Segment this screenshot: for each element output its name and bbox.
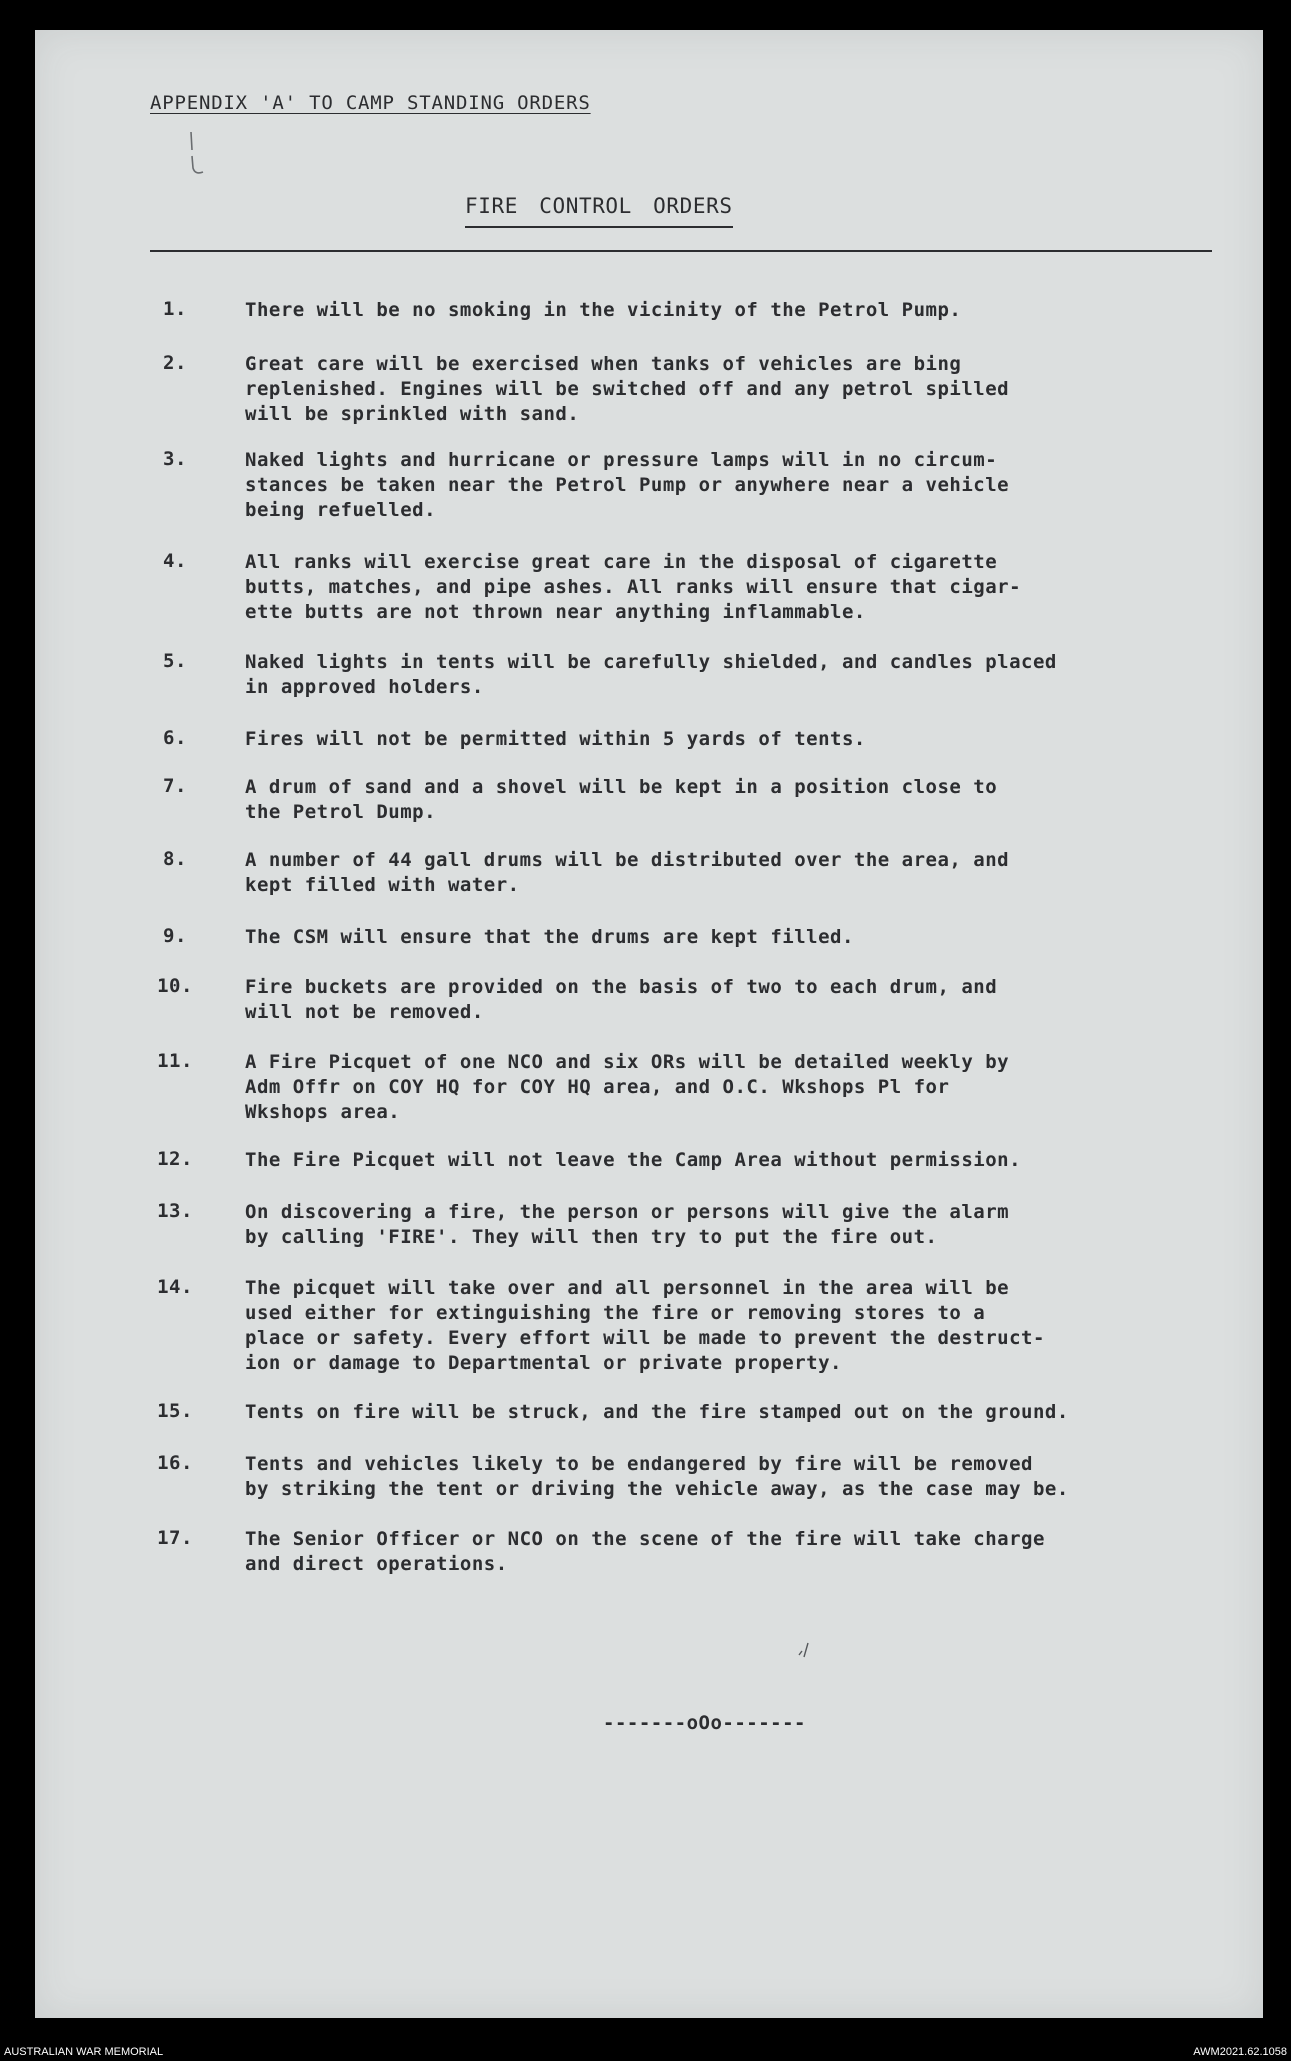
order-text: Naked lights and hurricane or pressure lamps will in no circum- stances be taken near the Petrol Pump or anywhere near a vehicle being refuelled. xyxy=(245,449,1010,521)
end-of-document-mark: -------oOo------- xyxy=(603,1712,806,1734)
order-text: Tents and vehicles likely to be endangered by fire will be removed by striking the tent or driving the vehicle away, as the case may be. xyxy=(245,1453,1069,1500)
order-text: Naked lights in tents will be carefully shielded, and candles placed in approved holders. xyxy=(245,651,1057,698)
order-text: Fires will not be permitted within 5 yards of tents. xyxy=(245,728,866,750)
order-number: 7. xyxy=(163,775,187,797)
order-number: 8. xyxy=(163,848,187,870)
order-text: A Fire Picquet of one NCO and six ORs will be detailed weekly by Adm Offr on COY HQ for COY HQ area, and O.C. Wkshops Pl for Wkshops area. xyxy=(245,1051,1010,1123)
footer-source: AUSTRALIAN WAR MEMORIAL xyxy=(4,2046,164,2058)
order-text: There will be no smoking in the vicinity of the Petrol Pump. xyxy=(245,299,962,321)
order-number: 16. xyxy=(157,1452,193,1474)
order-text: The picquet will take over and all personnel in the area will be used either for extinguishing the fire or removing stores to a place or safety. Every effort will be made to prevent the destruct- ion or damage to Departmental or private property. xyxy=(245,1277,1045,1374)
page-title: FIRE CONTROL ORDERS xyxy=(465,194,733,228)
pencil-mark-icon xyxy=(185,128,225,178)
order-number: 17. xyxy=(157,1527,193,1549)
order-number: 2. xyxy=(163,352,187,374)
order-number: 9. xyxy=(163,925,187,947)
order-number: 12. xyxy=(157,1148,193,1170)
header-divider xyxy=(150,250,1212,252)
order-number: 10. xyxy=(157,975,193,997)
document-page xyxy=(35,30,1263,2018)
ink-speck-icon xyxy=(790,1635,820,1665)
order-text: Great care will be exercised when tanks of vehicles are bing replenished. Engines will be switched off and any petrol spilled will be sprinkled with sand. xyxy=(245,353,1010,425)
order-text: The CSM will ensure that the drums are kept filled. xyxy=(245,926,854,948)
order-text: A number of 44 gall drums will be distributed over the area, and kept filled with water. xyxy=(245,849,1010,896)
order-number: 5. xyxy=(163,650,187,672)
order-number: 15. xyxy=(157,1400,193,1422)
order-number: 6. xyxy=(163,727,187,749)
order-text: The Fire Picquet will not leave the Camp Area without permission. xyxy=(245,1149,1022,1171)
order-text: The Senior Officer or NCO on the scene of the fire will take charge and direct operations. xyxy=(245,1528,1045,1575)
order-number: 3. xyxy=(163,448,187,470)
order-number: 13. xyxy=(157,1200,193,1222)
order-text: Tents on fire will be struck, and the fire stamped out on the ground. xyxy=(245,1401,1069,1423)
appendix-heading: APPENDIX 'A' TO CAMP STANDING ORDERS xyxy=(150,92,591,114)
order-text: A drum of sand and a shovel will be kept in a position close to the Petrol Dump. xyxy=(245,776,998,823)
order-number: 4. xyxy=(163,550,187,572)
order-text: All ranks will exercise great care in the disposal of cigarette butts, matches, and pipe ashes. All ranks will ensure that cigar- ette butts are not thrown near anything inflammable. xyxy=(245,551,1022,623)
footer-accession-number: AWM2021.62.1058 xyxy=(1193,2046,1287,2058)
order-number: 1. xyxy=(163,298,187,320)
order-number: 11. xyxy=(157,1050,193,1072)
order-text: On discovering a fire, the person or persons will give the alarm by calling 'FIRE'. They will then try to put the fire out. xyxy=(245,1201,1010,1248)
order-text: Fire buckets are provided on the basis of two to each drum, and will not be removed. xyxy=(245,976,998,1023)
order-number: 14. xyxy=(157,1276,193,1298)
